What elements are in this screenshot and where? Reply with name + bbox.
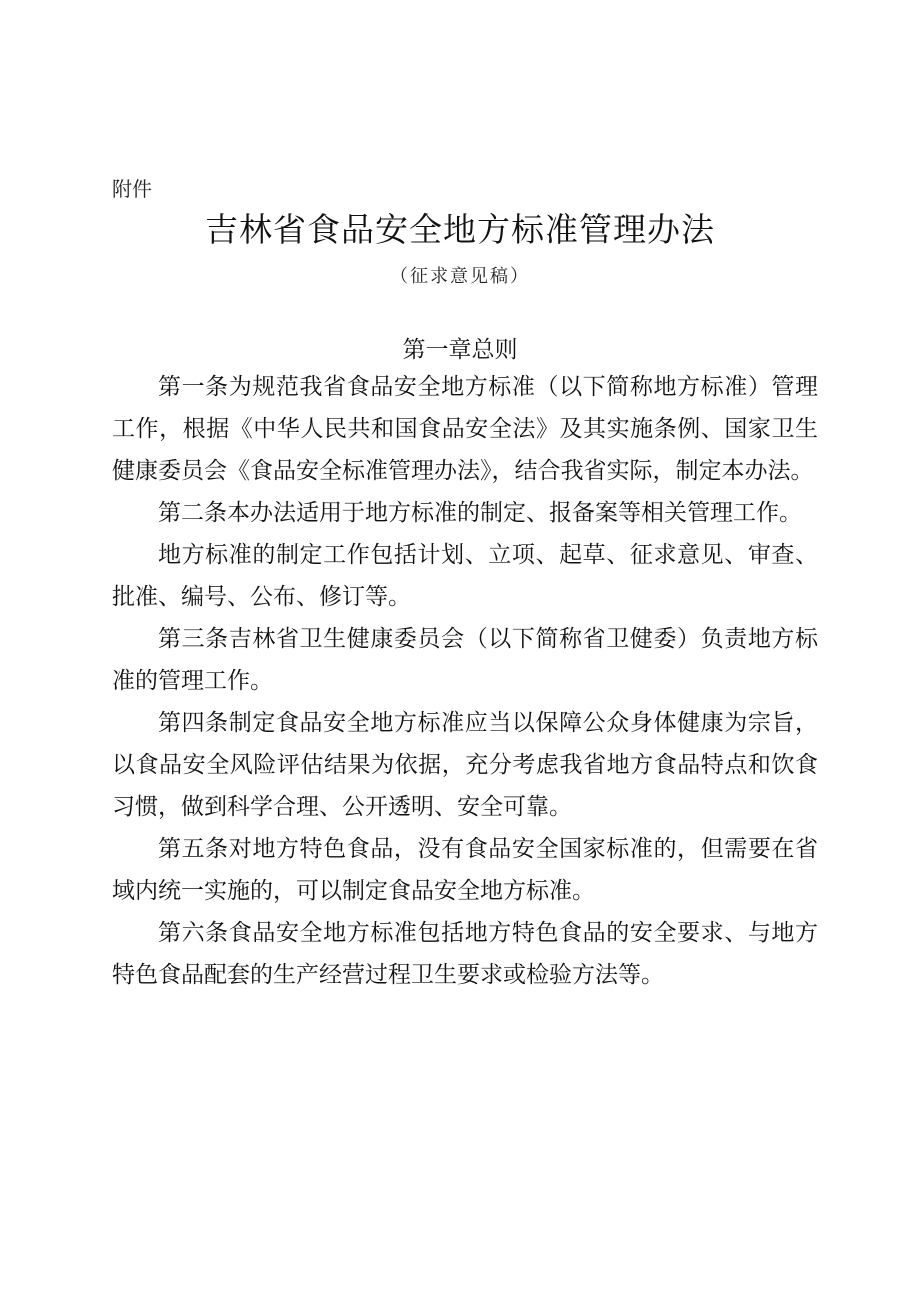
article-4-paragraph: 第四条制定食品安全地方标准应当以保障公众身体健康为宗旨，以食品安全风险评估结果为依据，充分考虑我省地方食品特点和饮食习惯，做到科学合理、公开透明、安全可靠。 [112,710,818,820]
document-title: 吉林省食品安全地方标准管理办法 [205,210,715,249]
article-2-paragraph: 第二条本办法适用于地方标准的制定、报备案等相关管理工作。 [158,500,802,526]
document-body [112,366,818,996]
article-5-paragraph: 第五条对地方特色食品，没有食品安全国家标准的，但需要在省域内统一实施的，可以制定食品安全地方标准。 [112,836,818,904]
document-subtitle: （征求意见稿） [390,266,530,287]
article-1-paragraph: 第一条为规范我省食品安全地方标准（以下简称地方标准）管理工作，根据《中华人民共和国食品安全法》及其实施条例、国家卫生健康委员会《食品安全标准管理办法》，结合我省实际，制定本办法。 [112,374,818,484]
article-6-paragraph: 第六条食品安全地方标准包括地方特色食品的安全要求、与地方特色食品配套的生产经营过程卫生要求或检验方法等。 [112,920,818,988]
attachment-label: 附件 [112,177,152,201]
chapter-heading: 第一章总则 [402,337,518,363]
article-3-paragraph: 第三条吉林省卫生健康委员会（以下简称省卫健委）负责地方标准的管理工作。 [112,626,818,694]
article-2-detail-paragraph: 地方标准的制定工作包括计划、立项、起草、征求意见、审查、批准、编号、公布、修订等。 [112,542,818,610]
